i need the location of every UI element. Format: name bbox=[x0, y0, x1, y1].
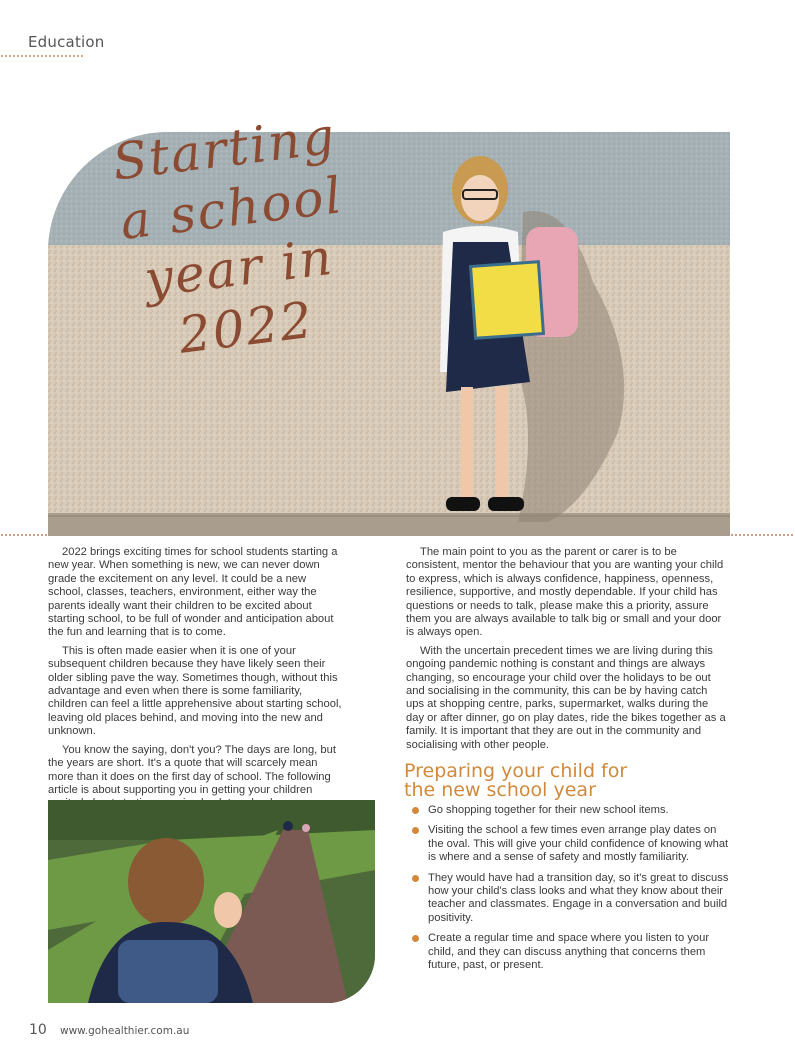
page-number: 10 bbox=[29, 1022, 47, 1038]
list-item-text: They would have had a transition day, so it's great to discuss how your child's class looks and what they know about their teacher and classmates. Engage in a conversation and build positivity. bbox=[428, 871, 729, 924]
list-item bbox=[412, 824, 732, 864]
hero-title-line: year in bbox=[141, 227, 337, 309]
paragraph: You know the saying, don't you? The days are long, but the years are short. It's a quote that will scarcely mean more than it does on the first day of school. The following article is about supporting you in getting your children bbox=[48, 743, 336, 796]
paragraph: This is often made easier when it is one of your subsequent children because they have likely seen their older sibling pave the way. Sometimes though, without this advantage and even when there is some familiarity, children can feel a little apprehensive about starting school, leaving old places behind, and moving into the new and unknown. bbox=[48, 644, 342, 738]
dotted-rule-right bbox=[730, 533, 795, 537]
hero-title bbox=[52, 99, 419, 379]
left-column bbox=[48, 546, 344, 816]
paragraph: The main point to you as the parent or carer is to be consistent, mentor the behaviour that you are wanting your child to express, which is always confidence, happiness, openness, resilience, supportive, and mostly dependable. If your child has questions or needs to talk, please make this a priority, assure them you are always available to talk big or small and your door is always open. bbox=[406, 546, 724, 639]
tips-list bbox=[412, 804, 732, 979]
list-item-text: Create a regular time and space where you listen to your child, and they can discuss anything that concerns them future, past, or present. bbox=[428, 932, 710, 972]
section-label: Education bbox=[28, 33, 105, 51]
paragraph: With the uncertain precedent times we are living during this ongoing pandemic nothing is constant and things are always changing, so encourage your child over the holidays to be out and socialising in the community, this can be by having catch ups at shopping centre, parks, supermarket, walks during the day or after dinner, go on play dates, ride the bikes together as a family. It is important that they are out in the community and socialising with other people. bbox=[406, 644, 726, 751]
list-item bbox=[412, 872, 732, 926]
paragraph: 2022 brings exciting times for school students starting a new year. When something is new, we can never down grade the excitement on any level. It could be a new school, classes, teachers, environment, either way the parents ideally want their children to be excited about starting school, to be full of wonder and anticipation about the fun and learning that is to come. bbox=[48, 546, 338, 639]
hero-title-line: Starting bbox=[109, 106, 340, 192]
bullet-dot-icon bbox=[412, 875, 419, 882]
dotted-rule-top bbox=[0, 54, 85, 58]
subheading-line: the new school year bbox=[404, 779, 596, 801]
hero-title-line: 2022 bbox=[175, 290, 317, 365]
footer-url[interactable]: www.gohealthier.com.au bbox=[60, 1025, 190, 1037]
dotted-rule-left bbox=[0, 533, 48, 537]
list-item-text: Visiting the school a few times even arrange play dates on the oval. This will give your child confidence of knowing what is where and a sense of safety and mostly familiarity. bbox=[428, 824, 729, 864]
hero-title-line: a school bbox=[117, 166, 347, 252]
bullet-dot-icon bbox=[412, 827, 419, 834]
bullet-dot-icon bbox=[412, 935, 419, 942]
subheading-line: Preparing your child for bbox=[404, 760, 628, 782]
right-column bbox=[406, 546, 728, 757]
list-item-text: Go shopping together for their new school items. bbox=[428, 804, 669, 816]
list-item bbox=[412, 932, 732, 972]
child-waving-photo bbox=[48, 800, 375, 1003]
child-waving-illustration bbox=[48, 800, 375, 1003]
list-item bbox=[412, 804, 732, 817]
bullet-dot-icon bbox=[412, 807, 419, 814]
subheading bbox=[404, 762, 704, 800]
